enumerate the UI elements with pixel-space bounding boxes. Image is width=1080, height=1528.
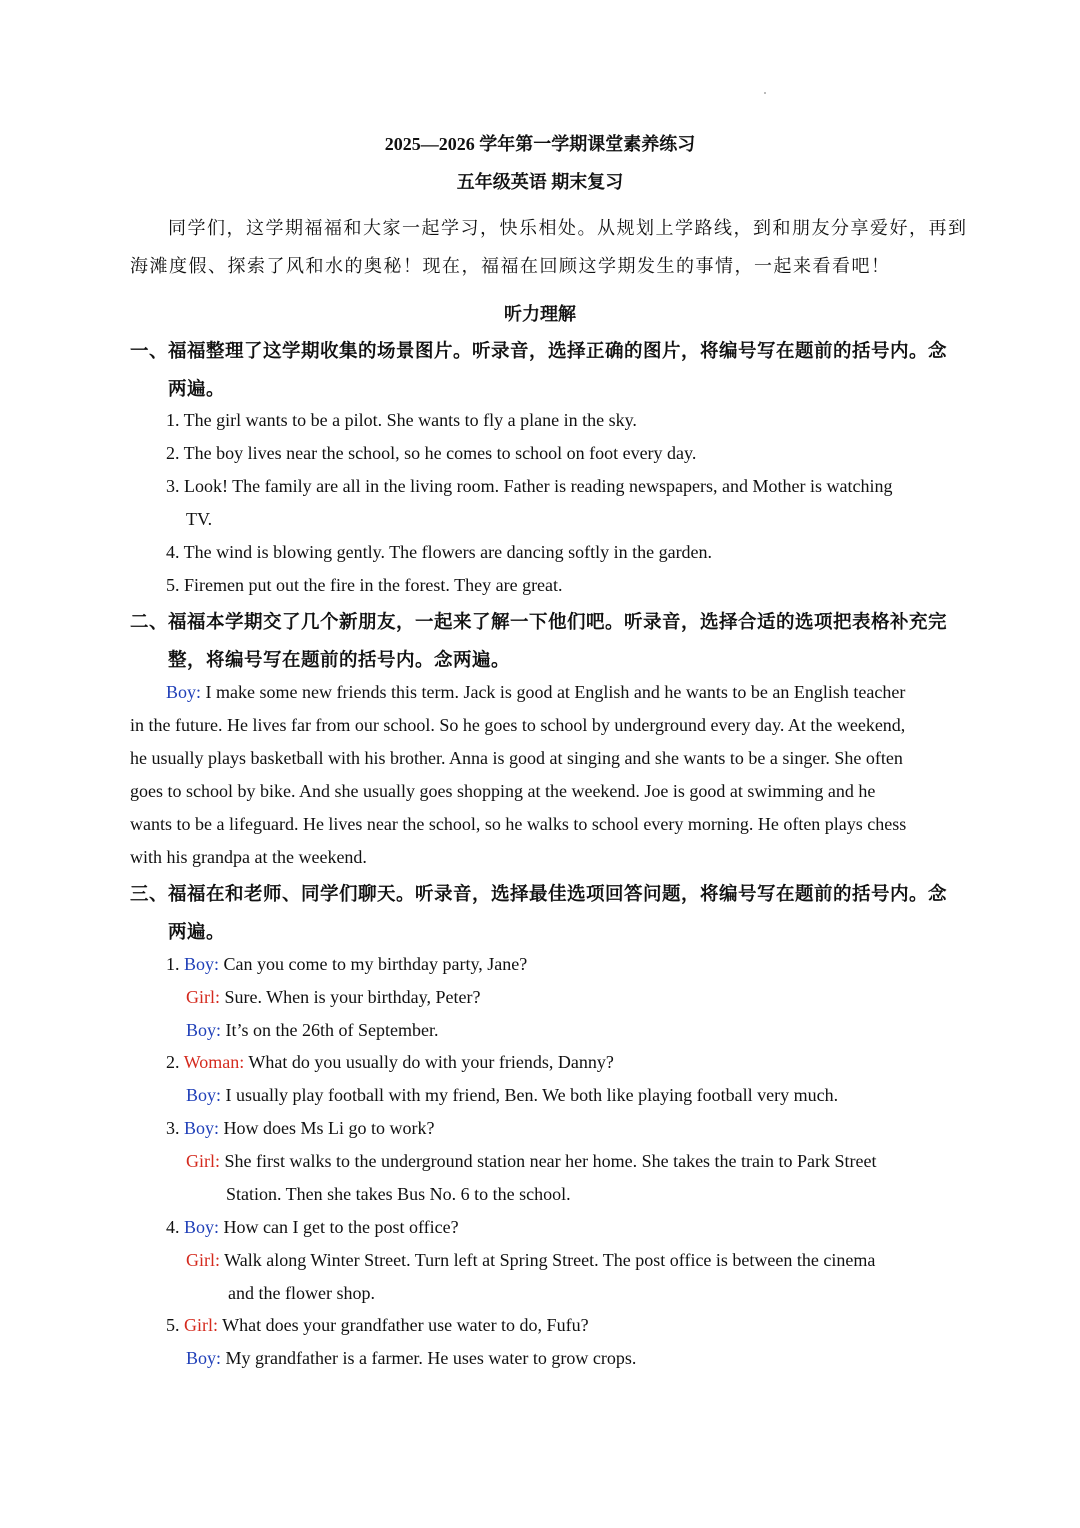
part2-passage-line-2: in the future. He lives far from our school. So he goes to school by underground every day. At the weekend, (130, 715, 906, 735)
dialog-line (186, 1085, 838, 1106)
dialog-line (186, 1151, 877, 1172)
passage-text: I make some new friends this term. Jack is good at English and he wants to be an English teacher (201, 682, 906, 702)
dialog-text: How does Ms Li go to work? (219, 1118, 435, 1138)
part1-heading-line-1: 一、福福整理了这学期收集的场景图片。听录音，选择正确的图片，将编号写在题前的括号内。念 (130, 342, 948, 362)
dialog-line (166, 1315, 589, 1336)
part1-item-5: 5. Firemen put out the fire in the forest. They are great. (166, 575, 563, 595)
speaker-boy: Boy: (184, 954, 220, 974)
dialog-text: Can you come to my birthday party, Jane? (219, 954, 528, 974)
dialog-number: 4. (166, 1217, 184, 1237)
dialog-line (166, 1118, 435, 1139)
part2-passage-line-5: wants to be a lifeguard. He lives near the school, so he walks to school every morning. He often plays chess (130, 814, 907, 834)
dialog-number: 3. (166, 1118, 184, 1138)
dialog-line (166, 1217, 459, 1238)
intro-line-2: 海滩度假、探索了风和水的奥秘！现在，福福在回顾这学期发生的事情，一起来看看吧！ (130, 256, 891, 276)
dialog-text: How can I get to the post office? (219, 1217, 459, 1237)
part2-passage-line-4: goes to school by bike. And she usually goes shopping at the weekend. Joe is good at swimming and he (130, 781, 876, 801)
speaker-boy: Boy: (184, 1118, 220, 1138)
dialog-line (186, 1020, 438, 1041)
speaker-boy: Boy: (186, 1085, 222, 1105)
speaker-boy: Boy: (186, 1348, 222, 1368)
scan-speck (764, 92, 766, 94)
dialog-line (186, 1250, 875, 1271)
speaker-girl: Girl: (186, 987, 220, 1007)
page-title: 2025—2026 学年第一学期课堂素养练习 (384, 134, 696, 154)
part2-heading-line-2: 整，将编号写在题前的括号内。念两遍。 (168, 651, 511, 671)
page-subtitle: 五年级英语 期末复习 (456, 172, 624, 192)
intro-line-1: 同学们，这学期福福和大家一起学习，快乐相处。从规划上学路线，到和朋友分享爱好，再到 (168, 218, 968, 238)
dialog-text: It’s on the 26th of September. (221, 1020, 439, 1040)
speaker-girl: Girl: (184, 1315, 218, 1335)
part1-heading-line-2: 两遍。 (168, 380, 226, 400)
dialog-number: 1. (166, 954, 184, 974)
speaker-boy: Boy: (166, 682, 202, 702)
speaker-boy: Boy: (186, 1020, 222, 1040)
part1-item-4: 4. The wind is blowing gently. The flowers are dancing softly in the garden. (166, 542, 713, 562)
dialog-line (186, 1348, 636, 1369)
part2-heading-line-1: 二、福福本学期交了几个新朋友，一起来了解一下他们吧。听录音，选择合适的选项把表格补充完 (130, 613, 948, 633)
dialog-number: 5. (166, 1315, 184, 1335)
dialog-text: Sure. When is your birthday, Peter? (220, 987, 481, 1007)
dialog-line-cont: Station. Then she takes Bus No. 6 to the school. (226, 1184, 571, 1204)
speaker-girl: Girl: (186, 1250, 220, 1270)
dialog-text: My grandfather is a farmer. He uses water to grow crops. (221, 1348, 637, 1368)
dialog-text: What do you usually do with your friends, Danny? (244, 1052, 614, 1072)
dialog-line (166, 1052, 614, 1073)
dialog-line (166, 954, 527, 975)
dialog-text: I usually play football with my friend, Ben. We both like playing football very much. (221, 1085, 839, 1105)
part1-item-3-cont: TV. (186, 509, 213, 529)
part1-item-1: 1. The girl wants to be a pilot. She wants to fly a plane in the sky. (166, 410, 637, 430)
dialog-number: 2. (166, 1052, 184, 1072)
speaker-girl: Girl: (186, 1151, 220, 1171)
dialog-text: She first walks to the underground station near her home. She takes the train to Park Street (220, 1151, 877, 1171)
part1-item-2: 2. The boy lives near the school, so he comes to school on foot every day. (166, 443, 697, 463)
part2-passage-line-3: he usually plays basketball with his brother. Anna is good at singing and she wants to be a singer. She often (130, 748, 903, 768)
dialog-text: What does your grandfather use water to do, Fufu? (218, 1315, 589, 1335)
dialog-text: Walk along Winter Street. Turn left at Spring Street. The post office is between the cinema (220, 1250, 876, 1270)
dialog-line-cont: and the flower shop. (228, 1283, 375, 1303)
dialog-line (186, 987, 480, 1008)
speaker-boy: Boy: (184, 1217, 220, 1237)
part2-passage-line-6: with his grandpa at the weekend. (130, 847, 367, 867)
part3-heading-line-1: 三、福福在和老师、同学们聊天。听录音，选择最佳选项回答问题，将编号写在题前的括号内。念 (130, 885, 948, 905)
part1-item-3: 3. Look! The family are all in the living room. Father is reading newspapers, and Mother is watching (166, 476, 893, 496)
part3-heading-line-2: 两遍。 (168, 923, 226, 943)
part2-passage-line-1 (166, 682, 905, 703)
section-title: 听力理解 (504, 304, 576, 324)
speaker-woman: Woman: (183, 1052, 245, 1072)
